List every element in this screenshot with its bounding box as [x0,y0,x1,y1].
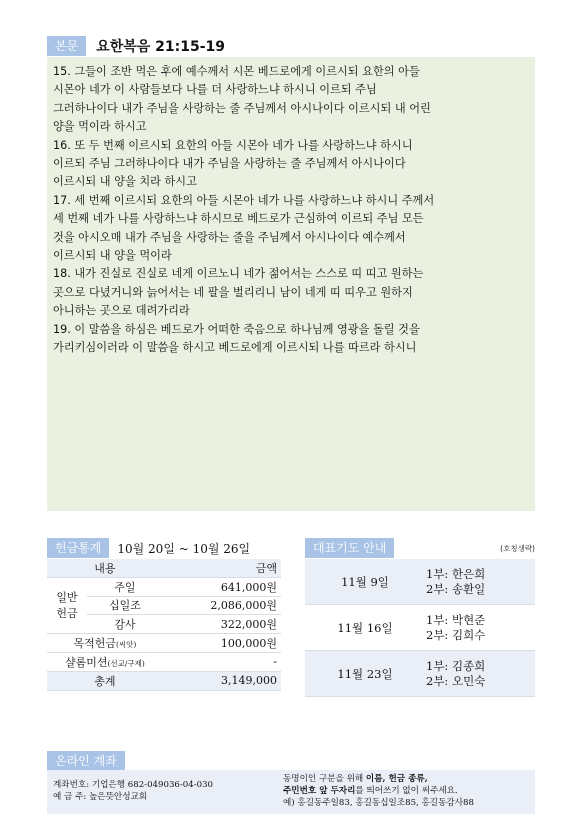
guide-line-2-emphasis: 주민번호 앞 두자리 [283,786,356,796]
scripture-line: 이르시되 내 양을 치라 하시고 [53,175,197,189]
scripture-reference: 요한복음 21:15-19 [96,39,226,55]
offering-row-label: 주일 [87,577,163,596]
account-number: 계좌번호: 기업은행 682-049036-04-030 [53,780,214,790]
scripture-text-box [47,57,535,511]
general-label-line2: 헌금 [56,607,78,621]
mission-label-note: (선교/구제) [107,658,145,668]
scripture-line: 가리키심이러라 이 말씀을 하시고 베드로에게 이르시되 나를 따르라 하시니 [53,341,417,355]
prayer-second-service: 2부: 오민숙 [426,673,486,688]
offering-row [47,577,281,596]
prayer-table [305,559,535,697]
scripture-line: 세 번째 네가 나를 사랑하느냐 하시므로 베드로가 근심하여 이르되 주님 모든 [53,212,424,226]
offering-row-amount: 322,000원 [163,615,281,634]
online-header [47,750,125,770]
designated-offering-label [47,634,163,653]
prayer-first-service: 1부: 한은희 [426,566,486,581]
prayer-row [305,651,535,697]
prayer-date: 11월 23일 [305,651,425,697]
prayer-date: 11월 16일 [305,605,425,651]
offering-header [47,538,250,558]
offering-table [47,559,281,691]
prayer-row [305,605,535,651]
designated-label-note: (씨앗) [115,640,137,650]
prayer-names [425,605,535,651]
scripture-line: 곳으로 다녔거니와 늙어서는 네 팔을 벌리리니 남이 네게 띠 띠우고 원하지 [53,285,413,299]
mission-label-text: 샬롬미션 [64,655,108,669]
prayer-names [425,559,535,605]
offering-date-range: 10월 20일 ~ 10월 26일 [117,541,251,556]
scripture-line: 아니하는 곳으로 데려가리라 [53,304,190,318]
scripture-line: 18. 내가 진실로 진실로 네게 이르노니 네가 젊어서는 스스로 띠 띠고 원하는 [53,267,424,281]
offering-row-label: 십일조 [87,596,163,615]
prayer-first-service: 1부: 박현준 [426,612,486,627]
prayer-date: 11월 9일 [305,559,425,605]
account-info [53,779,213,803]
offering-col-amount: 금액 [163,559,281,577]
offering-row-amount: 641,000원 [163,577,281,596]
guide-line-1-text: 동명이인 구분을 위해 [283,774,366,784]
scripture-line: 시몬아 네가 이 사람들보다 나를 더 사랑하느냐 하시니 이르되 주님 [53,83,377,97]
general-offering-label [47,577,87,633]
scripture-line: 것을 아시오매 내가 주님을 사랑하는 줄을 주님께서 아시나이다 예수께서 [53,230,406,244]
scripture-tag: 본문 [47,36,86,56]
scripture-line: 15. 그들이 조반 먹은 후에 예수께서 시몬 베드로에게 이르시되 요한의 아들 [53,65,420,78]
offering-row [47,652,281,671]
offering-tag: 헌금통계 [47,538,109,558]
offering-total-label: 총계 [47,671,163,690]
online-account-box [47,770,535,814]
scripture-line: 그러하나이다 내가 주님을 사랑하는 줄 주님께서 아시나이다 이르시되 내 어린 [53,101,431,115]
offering-total-amount: 3,149,000 [163,671,281,690]
guide-line-1 [283,773,474,785]
scripture-line: 16. 또 두 번째 이르시되 요한의 아들 시몬아 네가 나를 사랑하느냐 하시니 [53,138,413,152]
offering-row [47,634,281,653]
offering-col-item: 내용 [47,559,163,577]
mission-offering-amount: - [163,652,281,671]
mission-offering-label [47,652,163,671]
offering-total-row [47,671,281,690]
scripture-line: 이르되 주님 그러하나이다 내가 주님을 사랑하는 줄 주님께서 아시나이다 [53,157,406,171]
prayer-tag: 대표기도 안내 [305,538,394,558]
guide-line-2 [283,785,474,797]
prayer-row [305,559,535,605]
general-label-line1: 일반 [56,591,78,605]
scripture-line: 이르시되 내 양을 먹이라 [53,249,172,263]
guide-example: 예) 홍길동주일83, 홍길동십일조85, 홍길동감사88 [283,798,474,808]
prayer-header [305,538,535,558]
designated-offering-amount: 100,000원 [163,634,281,653]
prayer-first-service: 1부: 김종희 [426,658,486,673]
offering-header-row [47,559,281,577]
offering-row-amount: 2,086,000원 [163,596,281,615]
designated-label-text: 목적헌금 [73,637,116,651]
offering-row-label: 감사 [87,615,163,634]
scripture-line: 17. 세 번째 이르시되 요한의 아들 시몬아 네가 나를 사랑하느냐 하시니 주께서 [53,193,435,207]
prayer-second-service: 2부: 김희수 [426,627,486,642]
guide-line-2-text: 를 띄어쓰기 없이 써주세요. [355,786,458,796]
prayer-honorific-note: (호칭생략) [500,543,535,553]
deposit-guide [283,773,474,809]
prayer-names [425,651,535,697]
guide-line-1-emphasis: 이름, 헌금 종류, [365,774,428,784]
prayer-second-service: 2부: 송환일 [426,581,486,596]
scripture-header [47,36,225,56]
scripture-line: 19. 이 말씀을 하심은 베드로가 어떠한 죽음으로 하나님께 영광을 돌릴 것을 [53,322,420,336]
account-holder: 예 금 주: 높은뜻안성교회 [53,792,148,802]
scripture-line: 양을 먹이라 하시고 [53,120,147,134]
online-tag: 온라인 계좌 [47,751,125,771]
